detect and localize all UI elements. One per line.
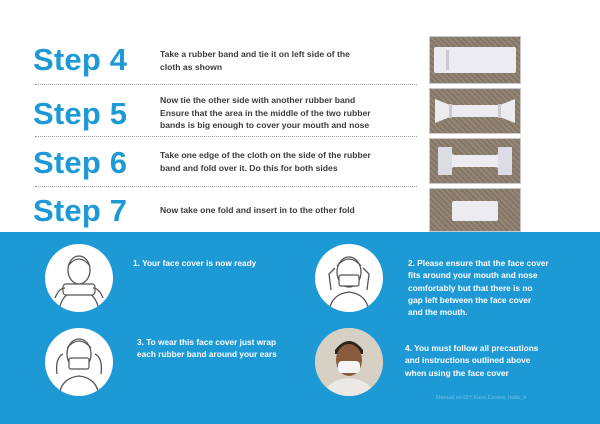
- step-title: Step 5: [33, 96, 128, 131]
- note-line: gap left between the face cover: [408, 294, 532, 305]
- note-line: 3. To wear this face cover just wrap: [137, 337, 277, 347]
- page-credit: Manual on DIY Face Covers, India_4: [436, 395, 527, 401]
- step-description: [160, 94, 400, 132]
- note-line: comfortably but that there is no: [408, 282, 533, 293]
- cloth-final-photo: [429, 188, 521, 232]
- step-line: Ensure that the area in the middle of the two rubber: [160, 107, 371, 118]
- note-1: [133, 257, 303, 269]
- step-line: bands is big enough to cover your mouth and nose: [160, 120, 370, 131]
- step-description: [160, 48, 400, 73]
- step-line: Take one edge of the cloth on the side of the rubber: [160, 150, 371, 160]
- note-line: and the mouth.: [408, 307, 468, 318]
- person-holding-mask: [45, 244, 113, 312]
- note-line: when using the face cover: [405, 367, 509, 378]
- step-line: Now tie the other side with another rubber band: [160, 95, 356, 105]
- divider: [35, 186, 417, 187]
- note-line: fits around your mouth and nose: [408, 270, 538, 281]
- note-2: [408, 257, 588, 318]
- note-line: and instructions outlined above: [405, 355, 531, 366]
- cloth-folded-photo: [429, 138, 521, 184]
- divider: [35, 136, 417, 137]
- person-wearing-mask-photo: [315, 328, 383, 396]
- person-adjusting-mask: [315, 244, 383, 312]
- step-title: Step 6: [33, 145, 128, 180]
- note-3: [137, 336, 307, 361]
- step-line: Now take one fold and insert in to the other fold: [160, 205, 355, 215]
- step-title: Step 4: [33, 42, 128, 77]
- step-line: band and fold over it. Do this for both sides: [160, 162, 338, 173]
- person-wrapping-band: [45, 328, 113, 396]
- note-line: 2. Please ensure that the face cover: [408, 258, 549, 268]
- step-description: [160, 149, 400, 174]
- cloth-bow-photo: [429, 88, 521, 134]
- step-line: Take a rubber band and tie it on left side of the: [160, 49, 350, 59]
- note-line: 1. Your face cover is now ready: [133, 258, 257, 268]
- note-line: each rubber band around your ears: [137, 349, 277, 360]
- step-description: [160, 204, 420, 217]
- step-title: Step 7: [33, 193, 128, 228]
- note-line: 4. You must follow all precautions: [405, 343, 539, 353]
- divider: [35, 84, 417, 85]
- cloth-band-photo: [429, 36, 521, 84]
- step-line: cloth as shown: [160, 61, 223, 72]
- note-4: [405, 342, 585, 379]
